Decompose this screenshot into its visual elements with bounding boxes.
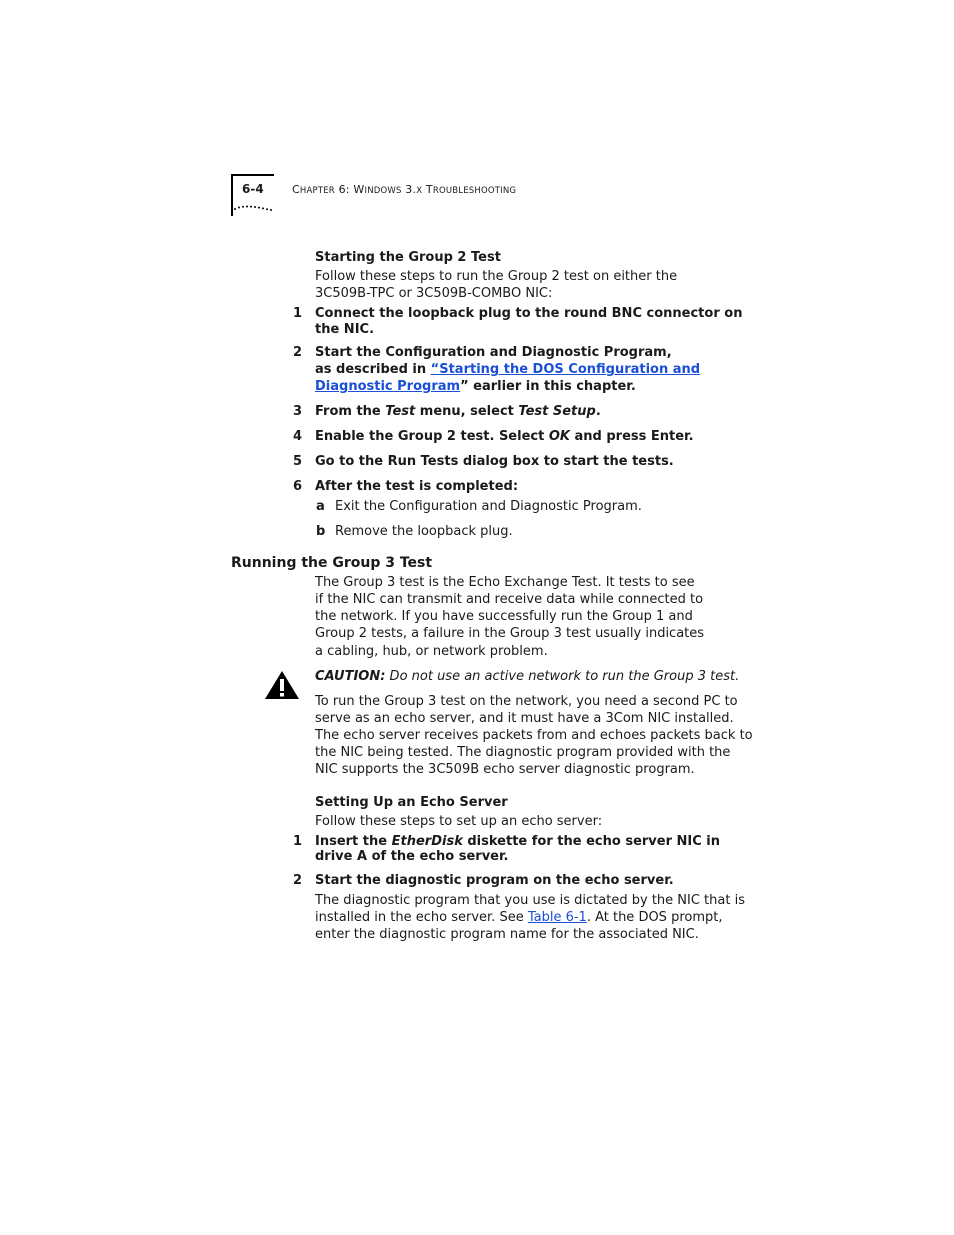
echo-heading: Setting Up an Echo Server: [315, 795, 508, 810]
group2-step1-line1: Connect the loopback plug to the round BNC connector on: [315, 306, 743, 321]
group3-para1-line5: a cabling, hub, or network problem.: [315, 644, 548, 659]
echo-para-line1: The diagnostic program that you use is dictated by the NIC that is: [315, 893, 745, 908]
group2-step6-number: 6: [293, 479, 303, 494]
group2-step3-number: 3: [293, 404, 303, 419]
substep-b-letter: b: [316, 524, 326, 539]
header-corner-rule-horizontal: [231, 174, 274, 176]
caution-warning-icon: [263, 669, 301, 701]
link-diagnostic-program[interactable]: Diagnostic Program: [315, 379, 461, 394]
group2-step1-line2: the NIC.: [315, 322, 375, 337]
group2-step6: After the test is completed:: [315, 479, 519, 494]
echo-para-line2: installed in the echo server. See Table 6-1. At the DOS prompt,: [315, 910, 723, 925]
group2-step2-line3: Diagnostic Program” earlier in this chapter.: [315, 379, 636, 394]
group3-para1-line2: if the NIC can transmit and receive data while connected to: [315, 592, 704, 607]
header-dotted-curve: [233, 204, 277, 214]
running-header: CHAPTER 6: WINDOWS 3.X TROUBLESHOOTING: [292, 183, 517, 196]
group3-para2-line2: serve as an echo server, and it must have a 3Com NIC installed.: [315, 711, 734, 726]
caution-note: CAUTION: Do not use an active network to run the Group 3 test.: [315, 669, 740, 684]
group3-heading: Running the Group 3 Test: [231, 555, 433, 571]
group2-step3: From the Test menu, select Test Setup.: [315, 404, 601, 419]
group3-para2-line3: The echo server receives packets from and echoes packets back to: [315, 728, 753, 743]
link-table-6-1[interactable]: Table 6-1: [527, 910, 587, 925]
echo-step1-line2: drive A of the echo server.: [315, 849, 509, 864]
echo-step2: Start the diagnostic program on the echo server.: [315, 873, 674, 888]
group2-step1-number: 1: [293, 306, 303, 321]
group3-para2-line5: NIC supports the 3C509B echo server diagnostic program.: [315, 762, 695, 777]
group2-step5: Go to the Run Tests dialog box to start the tests.: [315, 454, 674, 469]
group2-intro-line2: 3C509B-TPC or 3C509B-COMBO NIC:: [315, 286, 553, 301]
echo-intro: Follow these steps to set up an echo server:: [315, 814, 603, 829]
group3-para1-line1: The Group 3 test is the Echo Exchange Test. It tests to see: [315, 575, 695, 590]
group3-para1-line4: Group 2 tests, a failure in the Group 3 test usually indicates: [315, 626, 705, 641]
echo-step1-number: 1: [293, 834, 303, 849]
group3-para2-line1: To run the Group 3 test on the network, you need a second PC to: [315, 694, 738, 709]
echo-para-line3: enter the diagnostic program name for the associated NIC.: [315, 927, 699, 942]
substep-b: Remove the loopback plug.: [335, 524, 513, 539]
group2-step4: Enable the Group 2 test. Select OK and press Enter.: [315, 429, 694, 444]
group2-intro-line1: Follow these steps to run the Group 2 test on either the: [315, 269, 678, 284]
link-starting-dos-config[interactable]: “Starting the DOS Configuration and: [430, 362, 701, 377]
group2-step2-number: 2: [293, 345, 303, 360]
substep-a-letter: a: [316, 499, 325, 514]
echo-step2-number: 2: [293, 873, 303, 888]
group3-para1-line3: the network. If you have successfully run the Group 1 and: [315, 609, 693, 624]
group3-para2-line4: the NIC being tested. The diagnostic program provided with the: [315, 745, 731, 760]
group2-step5-number: 5: [293, 454, 303, 469]
group2-heading: Starting the Group 2 Test: [315, 250, 501, 265]
echo-step1-line1: Insert the EtherDisk diskette for the echo server NIC in: [315, 834, 721, 849]
group2-step2-line1: Start the Configuration and Diagnostic Program,: [315, 345, 672, 360]
group2-step4-number: 4: [293, 429, 303, 444]
page-number: 6-4: [242, 182, 264, 196]
substep-a: Exit the Configuration and Diagnostic Program.: [335, 499, 642, 514]
group2-step2-line2: as described in “Starting the DOS Configuration and: [315, 362, 701, 377]
